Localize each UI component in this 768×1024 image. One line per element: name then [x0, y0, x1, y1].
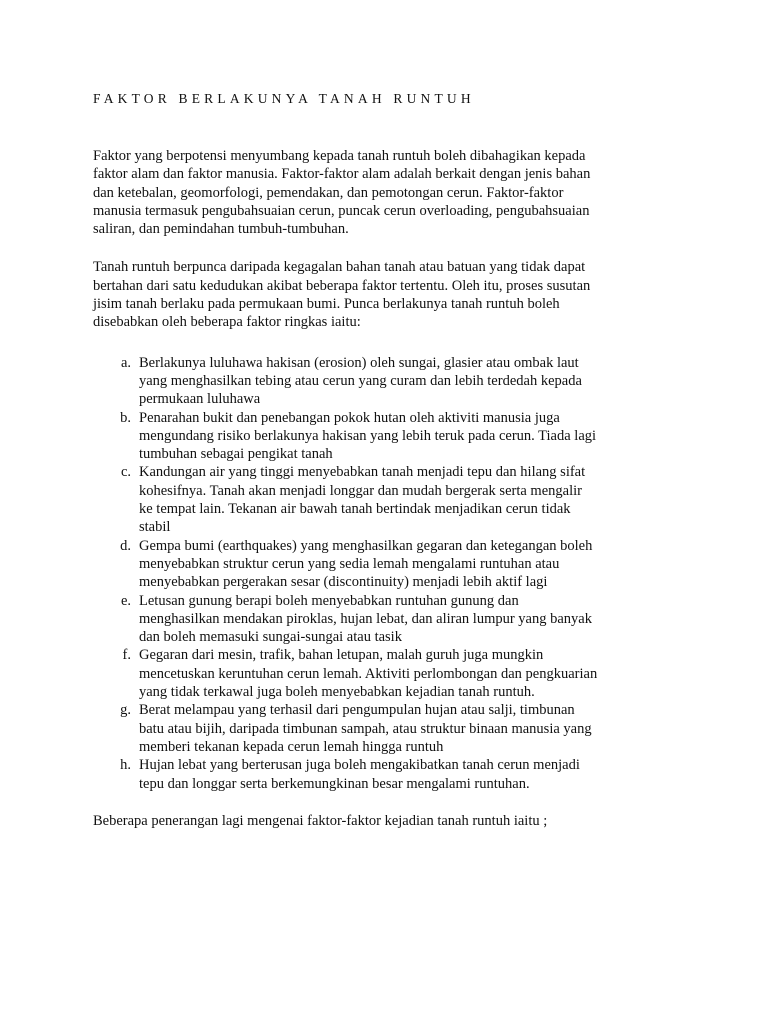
list-item-text: Kandungan air yang tinggi menyebabkan tanah menjadi tepu dan hilang sifat kohesifnya. Tanah akan menjadi longgar dan mudah bergerak serta mengalir ke tempat lain. Tekanan air bawah tanah bertindak menjadikan cerun tidak stabil: [139, 464, 586, 536]
list-marker: g.: [120, 702, 131, 719]
document-title: FAKTOR BERLAKUNYA TANAH RUNTUH: [93, 91, 475, 106]
list-marker: e.: [120, 592, 131, 609]
list-item-b: [93, 409, 598, 464]
list-item-text: Berlakunya luluhawa hakisan (erosion) oleh sungai, glasier atau ombak laut yang menghasilkan tebing atau cerun yang curam dan lebih terdedah kepada permukaan luluhawa: [139, 354, 582, 408]
list-item-c: [93, 463, 598, 536]
list-item-a: [93, 354, 598, 409]
list-marker: h.: [120, 757, 131, 774]
list-item-f: [93, 646, 598, 701]
list-item-text: Letusan gunung berapi boleh menyebabkan runtuhan gunung dan menghasilkan mendakan piroklas, hujan lebat, dan aliran lumpur yang banyak dan boleh memasuki sungai-sungai atau tasik: [139, 592, 592, 646]
list-item-e: [93, 592, 598, 647]
list-marker: f.: [122, 647, 131, 664]
list-item-text: Gempa bumi (earthquakes) yang menghasilkan gegaran dan ketegangan boleh menyebabkan struktur cerun yang sedia lemah mengalami runtuhan atau menyebabkan pergerakan sesar (discontinuity) menjadi lebih aktif lagi: [139, 537, 593, 591]
paragraph-closing: Beberapa penerangan lagi mengenai faktor-faktor kejadian tanah runtuh iaitu ;: [93, 812, 548, 829]
list-item-d: [93, 537, 598, 592]
paragraph-causes: Tanah runtuh berpunca daripada kegagalan bahan tanah atau batuan yang tidak dapat bertahan dari satu kedudukan akibat beberapa faktor tertentu. Oleh itu, proses susutan jisim tanah berlaku pada permukaan bumi. Punca berlakunya tanah runtuh boleh disebabkan oleh beberapa faktor ringkas iaitu:: [93, 259, 591, 331]
list-item-g: [93, 701, 598, 756]
list-marker: c.: [120, 464, 131, 481]
list-item-text: Berat melampau yang terhasil dari pengumpulan hujan atau salji, timbunan batu atau bijih, daripada timbunan sampah, atau struktur binaan manusia yang memberi tekanan kepada cerun lemah hingga runtuh: [139, 702, 592, 755]
list-item-text: Penarahan bukit dan penebangan pokok hutan oleh aktiviti manusia juga mengundang risiko berlakunya hakisan yang lebih teruk pada cerun. Tiada lagi tumbuhan sebagai pengikat tanah: [139, 409, 597, 463]
list-marker: a.: [120, 354, 131, 371]
list-marker: b.: [120, 409, 131, 426]
list-item-h: [93, 756, 598, 793]
list-marker: d.: [120, 537, 131, 554]
factor-list: [93, 354, 598, 793]
list-item-text: Gegaran dari mesin, trafik, bahan letupan, malah guruh juga mungkin mencetuskan keruntuhan cerun lemah. Aktiviti perlombongan dan pengkuarian yang tidak terkawal juga boleh menyebabkan kejadian tanah runtuh.: [139, 647, 598, 701]
paragraph-intro: Faktor yang berpotensi menyumbang kepada tanah runtuh boleh dibahagikan kepada faktor alam dan faktor manusia. Faktor-faktor alam adalah berkait dengan jenis bahan dan ketebalan, geomorfologi, pemendakan, dan pemotongan cerun. Faktor-faktor manusia termasuk pengubahsuaian cerun, puncak cerun overloading, pengubahsuaian saliran, dan pemindahan tumbuh-tumbuhan.: [93, 148, 591, 238]
list-item-text: Hujan lebat yang berterusan juga boleh mengakibatkan tanah cerun menjadi tepu dan longgar serta berkemungkinan besar mengalami runtuhan.: [139, 757, 580, 792]
